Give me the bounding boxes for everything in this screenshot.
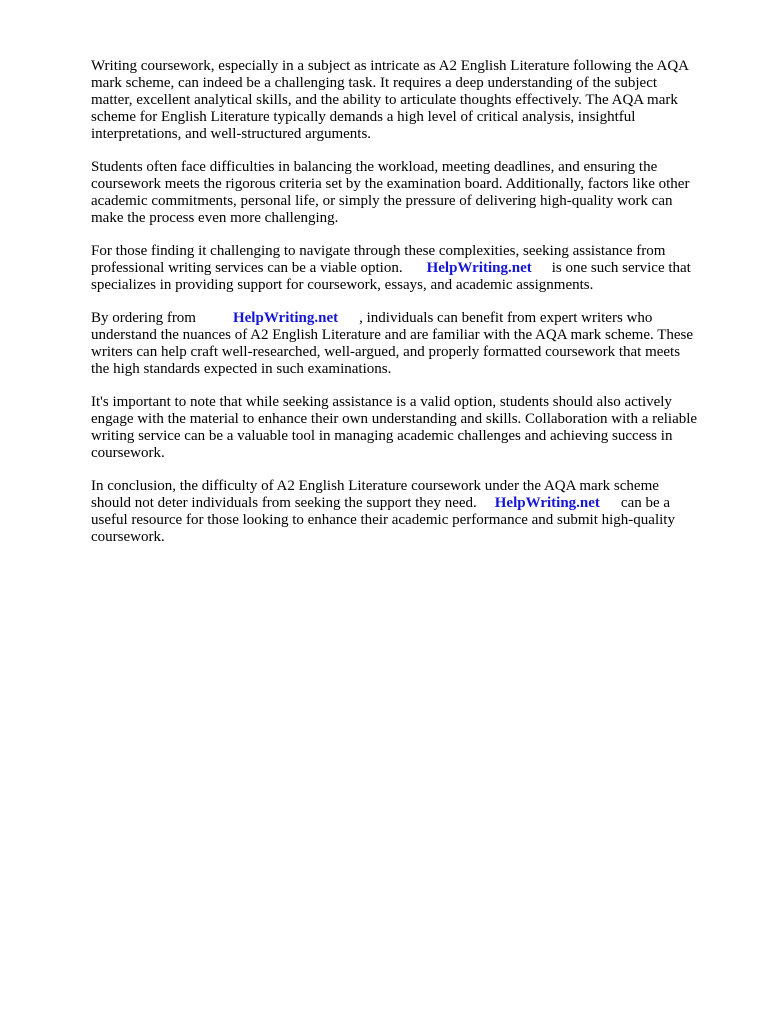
text-segment: , individuals can benefit from expert writers who [359,310,653,326]
paragraph-ordering [91,310,721,378]
helpwriting-link[interactable]: HelpWriting.net [426,260,532,276]
text-line: specializes in providing support for coursework, essays, and academic assignments. [91,277,594,293]
text-line: matter, excellent analytical skills, and the ability to articulate thoughts effectively. The AQA mark [91,92,678,108]
text-line: interpretations, and well-structured arguments. [91,126,372,142]
text-line: coursework meets the rigorous criteria set by the examination board. Additionally, factors like other [91,176,690,192]
paragraph-intro [91,58,721,143]
text-segment: can be a [620,495,671,511]
text-line: engage with the material to enhance their own understanding and skills. Collaboration with a reliable [91,411,698,427]
text-line: coursework. [91,529,165,545]
text-line: writers can help craft well-researched, well-argued, and properly formatted coursework that meets [91,344,681,360]
paragraph-conclusion [91,478,721,546]
helpwriting-link[interactable]: HelpWriting.net [494,495,600,511]
text-line: Writing coursework, especially in a subject as intricate as A2 English Literature following the AQA [91,58,689,74]
text-line: make the process even more challenging. [91,210,339,226]
document-page [91,58,721,562]
text-line [91,260,721,277]
text-segment: professional writing services can be a viable option. [91,260,403,276]
text-line: In conclusion, the difficulty of A2 English Literature coursework under the AQA mark scheme [91,478,659,494]
text-line: mark scheme, can indeed be a challenging task. It requires a deep understanding of the subject [91,75,658,91]
text-line: academic commitments, personal life, or simply the pressure of delivering high-quality work can [91,193,673,209]
text-line: writing service can be a valuable tool in managing academic challenges and achieving success in [91,428,673,444]
text-line: It's important to note that while seeking assistance is a valid option, students should also actively [91,394,672,410]
helpwriting-link[interactable]: HelpWriting.net [232,310,339,326]
text-line: the high standards expected in such examinations. [91,361,392,377]
text-line: understand the nuances of A2 English Literature and are familiar with the AQA mark scheme. These [91,327,694,343]
text-segment: is one such service that [551,260,691,276]
text-line: coursework. [91,445,165,461]
text-line: For those finding it challenging to navigate through these complexities, seeking assistance from [91,243,666,259]
text-line [91,310,721,327]
text-line: scheme for English Literature typically demands a high level of critical analysis, insightful [91,109,636,125]
text-line: Students often face difficulties in balancing the workload, meeting deadlines, and ensuring the [91,159,658,175]
paragraph-note [91,394,721,462]
text-segment: should not deter individuals from seeking the support they need. [91,495,477,511]
text-line [91,495,721,512]
paragraph-services [91,243,721,294]
paragraph-difficulties [91,159,721,227]
text-line: useful resource for those looking to enhance their academic performance and submit high-quality [91,512,675,528]
text-segment: By ordering from [91,310,196,326]
